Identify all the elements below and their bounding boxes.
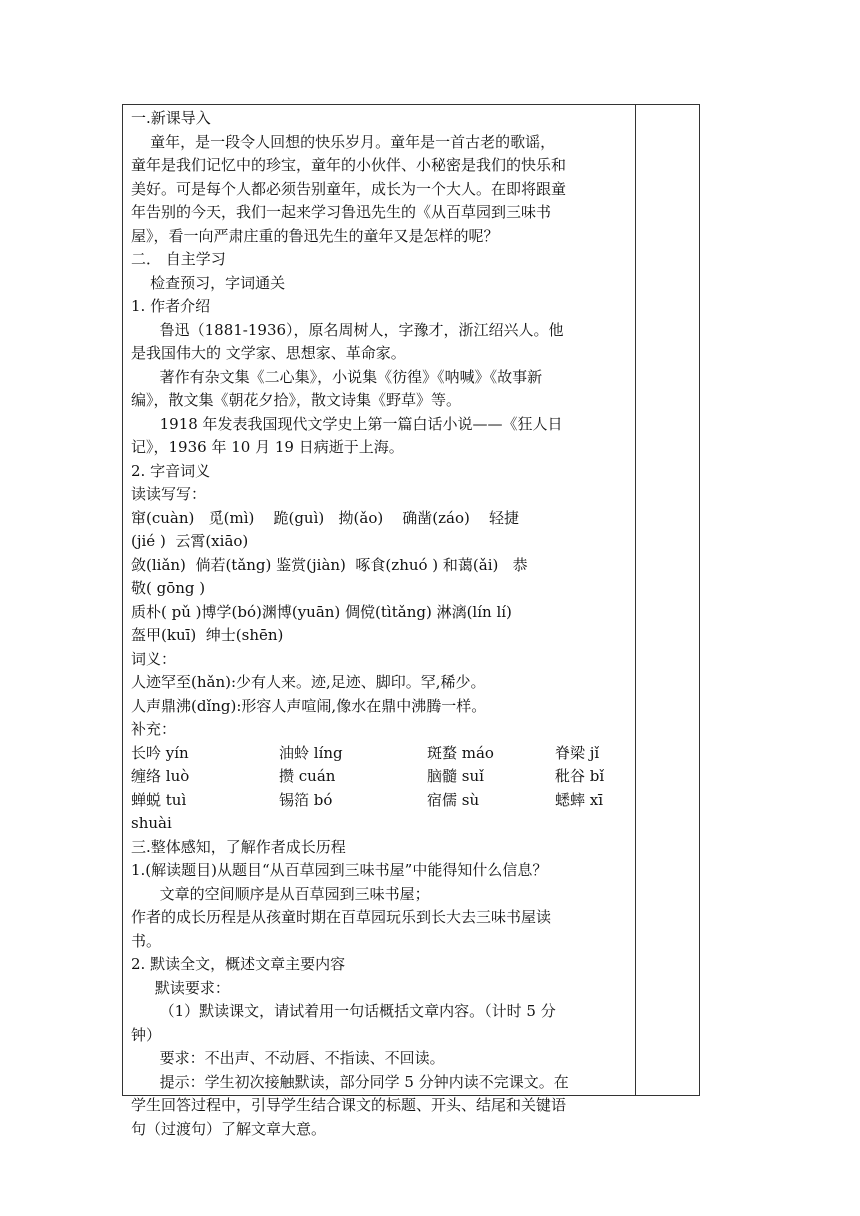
text-line: 敬( gōng ) <box>131 579 206 597</box>
text-line: 敛(liǎn) 倘若(tǎng) 鉴赏(jiàn) 啄食(zhuó ) 和蔼(ǎi) 恭 <box>131 555 528 574</box>
text-line: 是我国伟大的 文学家、思想家、革命家。 <box>131 344 406 362</box>
text-line: 人声鼎沸(dǐng):形容人声喧闹,像水在鼎中沸腾一样。 <box>131 696 487 715</box>
text-line: 默读要求： <box>131 978 230 997</box>
lesson-table <box>122 104 700 1138</box>
text-line: 词义： <box>131 649 177 668</box>
text-line: 1.(解读题目)从题目“从百草园到三味书屋”中能得知什么信息？ <box>131 861 548 879</box>
text-line: 盔甲(kuī) 绅士(shēn) <box>131 626 284 644</box>
text-line: 补充： <box>131 720 177 738</box>
text-line: 提示：学生初次接触默读，部分同学 5 分钟内读不完课文。在 <box>131 1072 569 1091</box>
vocab-item: 脊梁 jǐ <box>555 743 600 762</box>
text-line: 二． 自主学习 <box>131 250 226 268</box>
text-line: 著作有杂文集《二心集》，小说集《彷徨》《呐喊》《故事新 <box>131 367 543 386</box>
text-line: 作者的成长历程是从孩童时期在百草园玩乐到长大去三味书屋读 <box>131 908 552 926</box>
supplement-row <box>131 765 631 789</box>
text-line: 1918 年发表我国现代文学史上第一篇白话小说——《狂人日 <box>131 414 563 433</box>
text-line: 编》，散文集《朝花夕拾》，散文诗集《野草》等。 <box>131 391 462 409</box>
vocab-item: 脑髓 suǐ <box>427 767 484 785</box>
vocab-item: 蟋蟀 xī <box>555 790 604 809</box>
supplement-row <box>131 742 631 766</box>
text-line: 1. 作者介绍 <box>131 297 211 315</box>
text-line: 文章的空间顺序是从百草园到三味书屋； <box>131 884 430 903</box>
text-line: 记》，1936 年 10 月 19 日病逝于上海。 <box>131 438 404 456</box>
vocab-item: 蝉蜕 tuì <box>131 790 187 809</box>
text-line: 2. 字音词义 <box>131 461 211 480</box>
text-line: 2. 默读全文，概述文章主要内容 <box>131 955 346 973</box>
vocab-item: 攒 cuán <box>279 767 336 785</box>
vocab-item: 宿儒 sù <box>427 790 480 809</box>
vocab-item: 缠络 luò <box>131 767 190 785</box>
text-line: 质朴( pǔ )博学(bó)渊博(yuān) 倜傥(tìtǎng) 淋漓(lín lí) <box>131 602 512 621</box>
text-line: 句（过渡句）了解文章大意。 <box>131 1119 327 1138</box>
text-line: 一.新课导入 <box>131 109 211 127</box>
text-line: 年告别的今天，我们一起来学习鲁迅先生的《从百草园到三味书 <box>131 203 552 221</box>
vocab-item: 长吟 yín <box>131 743 189 762</box>
text-line: 读读写写： <box>131 485 207 503</box>
vocab-item: 锡箔 bó <box>279 790 333 809</box>
notes-column <box>636 105 700 1095</box>
text-line: 童年，是一段令人回想的快乐岁月。童年是一首古老的歌谣， <box>131 132 556 151</box>
lesson-content <box>131 107 631 1141</box>
text-line: (jié ) 云霄(xiāo) <box>131 532 249 550</box>
text-line: 窜(cuàn) 觅(mì) 跪(guì) 拗(ǎo) 确凿(záo) 轻捷 <box>131 508 519 527</box>
vocab-item: 油蛉 líng <box>279 743 343 762</box>
supplement-row <box>131 789 631 813</box>
text-line: 检查预习，字词通关 <box>131 273 286 292</box>
text-line: shuài <box>131 814 172 832</box>
text-line: （1）默读课文，请试着用一句话概括文章内容。（计时 5 分 <box>131 1002 556 1020</box>
text-line: 屋》，看一向严肃庄重的鲁迅先生的童年又是怎样的呢？ <box>131 226 499 245</box>
text-line: 人迹罕至(hǎn):少有人来。迹,足迹、脚印。罕,稀少。 <box>131 673 486 691</box>
text-line: 美好。可是每个人都必须告别童年，成长为一个大人。在即将跟童 <box>131 179 567 198</box>
text-line: 要求：不出声、不动唇、不指读、不回读。 <box>131 1049 445 1067</box>
text-line: 书。 <box>131 931 162 950</box>
text-line: 童年是我们记忆中的珍宝，童年的小伙伴、小秘密是我们的快乐和 <box>131 156 567 174</box>
text-line: 学生回答过程中，引导学生结合课文的标题、开头、结尾和关键语 <box>131 1096 567 1114</box>
text-line: 三.整体感知，了解作者成长历程 <box>131 837 346 856</box>
vocab-item: 秕谷 bǐ <box>555 767 605 785</box>
text-line: 钟） <box>131 1025 162 1044</box>
vocab-item: 斑蝥 máo <box>427 743 494 762</box>
text-line: 鲁迅（1881-1936），原名周树人，字豫才，浙江绍兴人。他 <box>131 320 564 339</box>
